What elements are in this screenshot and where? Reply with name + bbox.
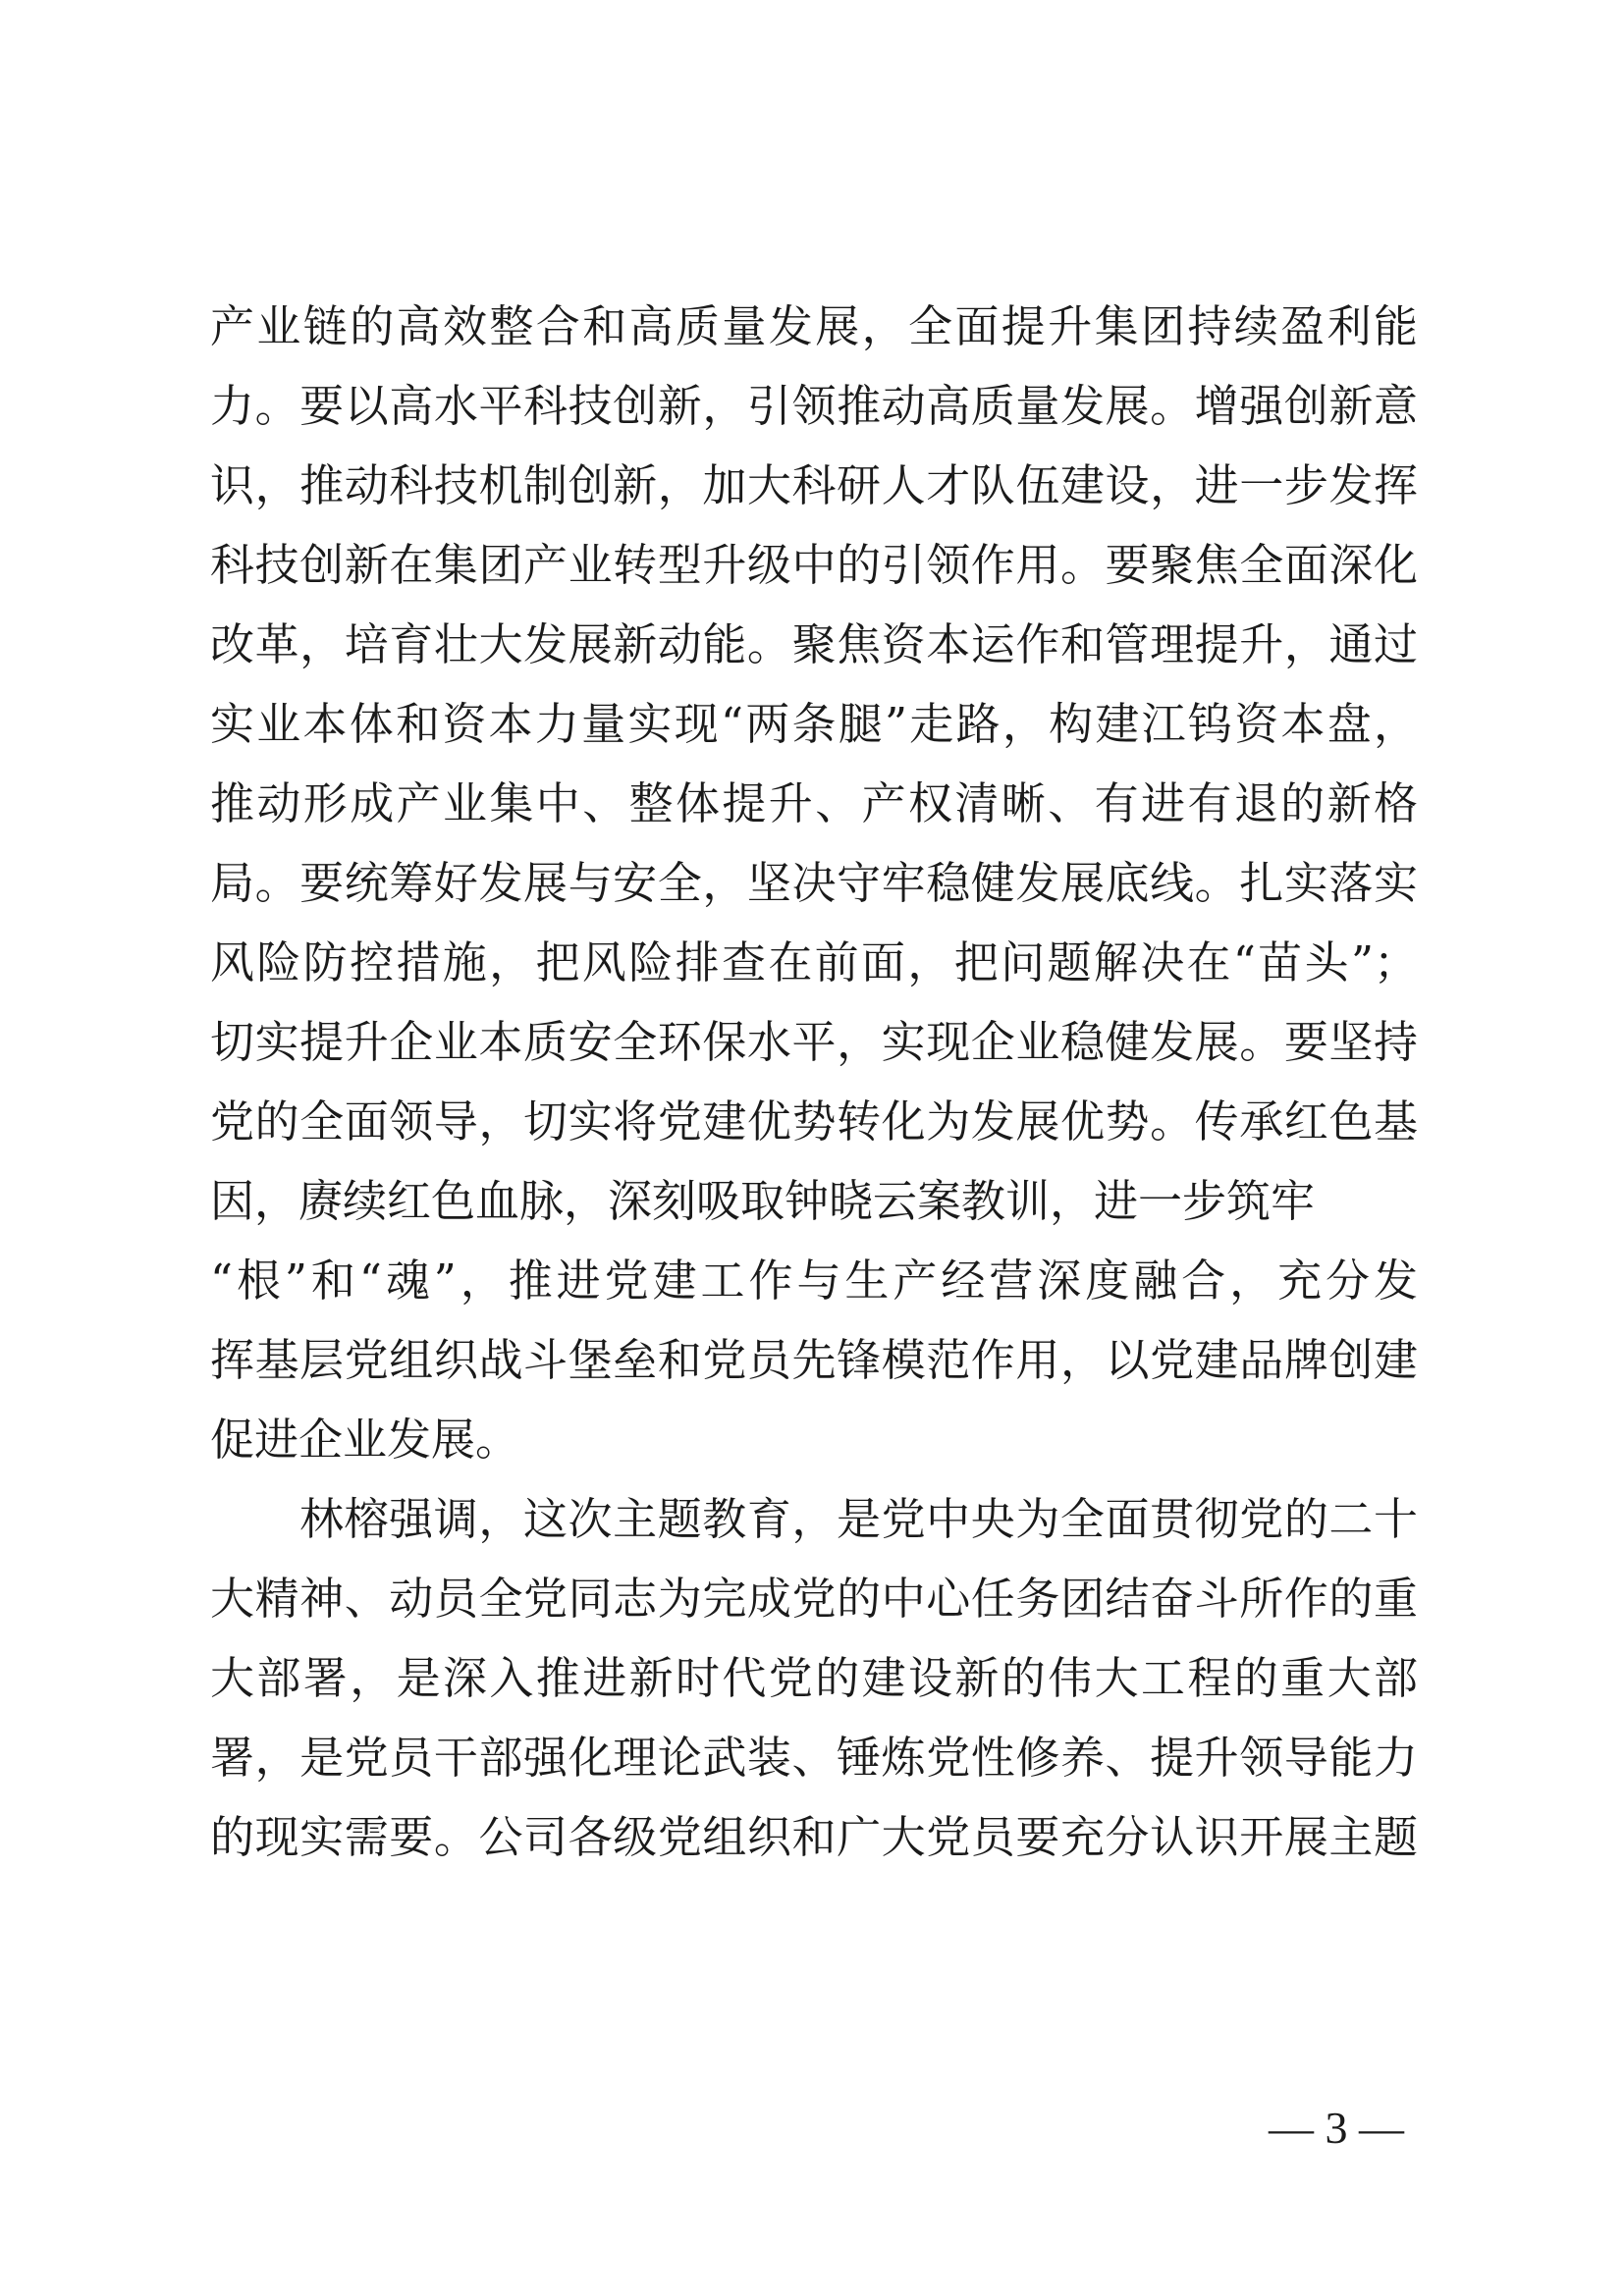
body-text-line: 的现实需要。公司各级党组织和广大党员要充分认识开展主题 (210, 1811, 1418, 1863)
body-text-line: 风险防控措施，把风险排查在前面，把问题解决在“苗头”； (210, 936, 1418, 988)
body-text-line: 因，赓续红色血脉，深刻吸取钟晓云案教训，进一步筑牢 (210, 1175, 1316, 1227)
paragraph-end-line: 促进企业发展。 (210, 1414, 520, 1466)
body-text-line: 党的全面领导，切实将党建优势转化为发展优势。传承红色基 (210, 1095, 1418, 1148)
body-text-line: “根”和“魂”，推进党建工作与生产经营深度融合，充分发 (210, 1255, 1418, 1307)
page-number: — 3 — (1269, 2103, 1404, 2153)
body-text-line: 改革，培育壮大发展新动能。聚焦资本运作和管理提升，通过 (210, 618, 1418, 670)
body-text-line: 切实提升企业本质安全环保水平，实现企业稳健发展。要坚持 (210, 1016, 1418, 1068)
body-text-line: 科技创新在集团产业转型升级中的引领作用。要聚焦全面深化 (210, 539, 1418, 591)
body-text-line: 大精神、动员全党同志为完成党的中心任务团结奋斗所作的重 (210, 1573, 1418, 1625)
body-text-line: 挥基层党组织战斗堡垒和党员先锋模范作用，以党建品牌创建 (210, 1334, 1418, 1386)
body-text-line: 力。要以高水平科技创新，引领推动高质量发展。增强创新意 (210, 380, 1418, 432)
body-text-line: 局。要统筹好发展与安全，坚决守牢稳健发展底线。扎实落实 (210, 857, 1418, 909)
body-text-line: 大部署，是深入推进新时代党的建设新的伟大工程的重大部 (210, 1652, 1418, 1704)
body-text-line: 产业链的高效整合和高质量发展，全面提升集团持续盈利能 (210, 300, 1418, 352)
body-text-line: 实业本体和资本力量实现“两条腿”走路，构建江钨资本盘， (210, 698, 1418, 750)
body-text-line: 署，是党员干部强化理论武装、锤炼党性修养、提升领导能力 (210, 1732, 1418, 1784)
paragraph-first-line: 林榕强调，这次主题教育，是党中央为全面贯彻党的二十 (299, 1493, 1418, 1545)
body-text-line: 推动形成产业集中、整体提升、产权清晰、有进有退的新格 (210, 777, 1418, 829)
body-text-line: 识，推动科技机制创新，加大科研人才队伍建设，进一步发挥 (210, 459, 1418, 511)
